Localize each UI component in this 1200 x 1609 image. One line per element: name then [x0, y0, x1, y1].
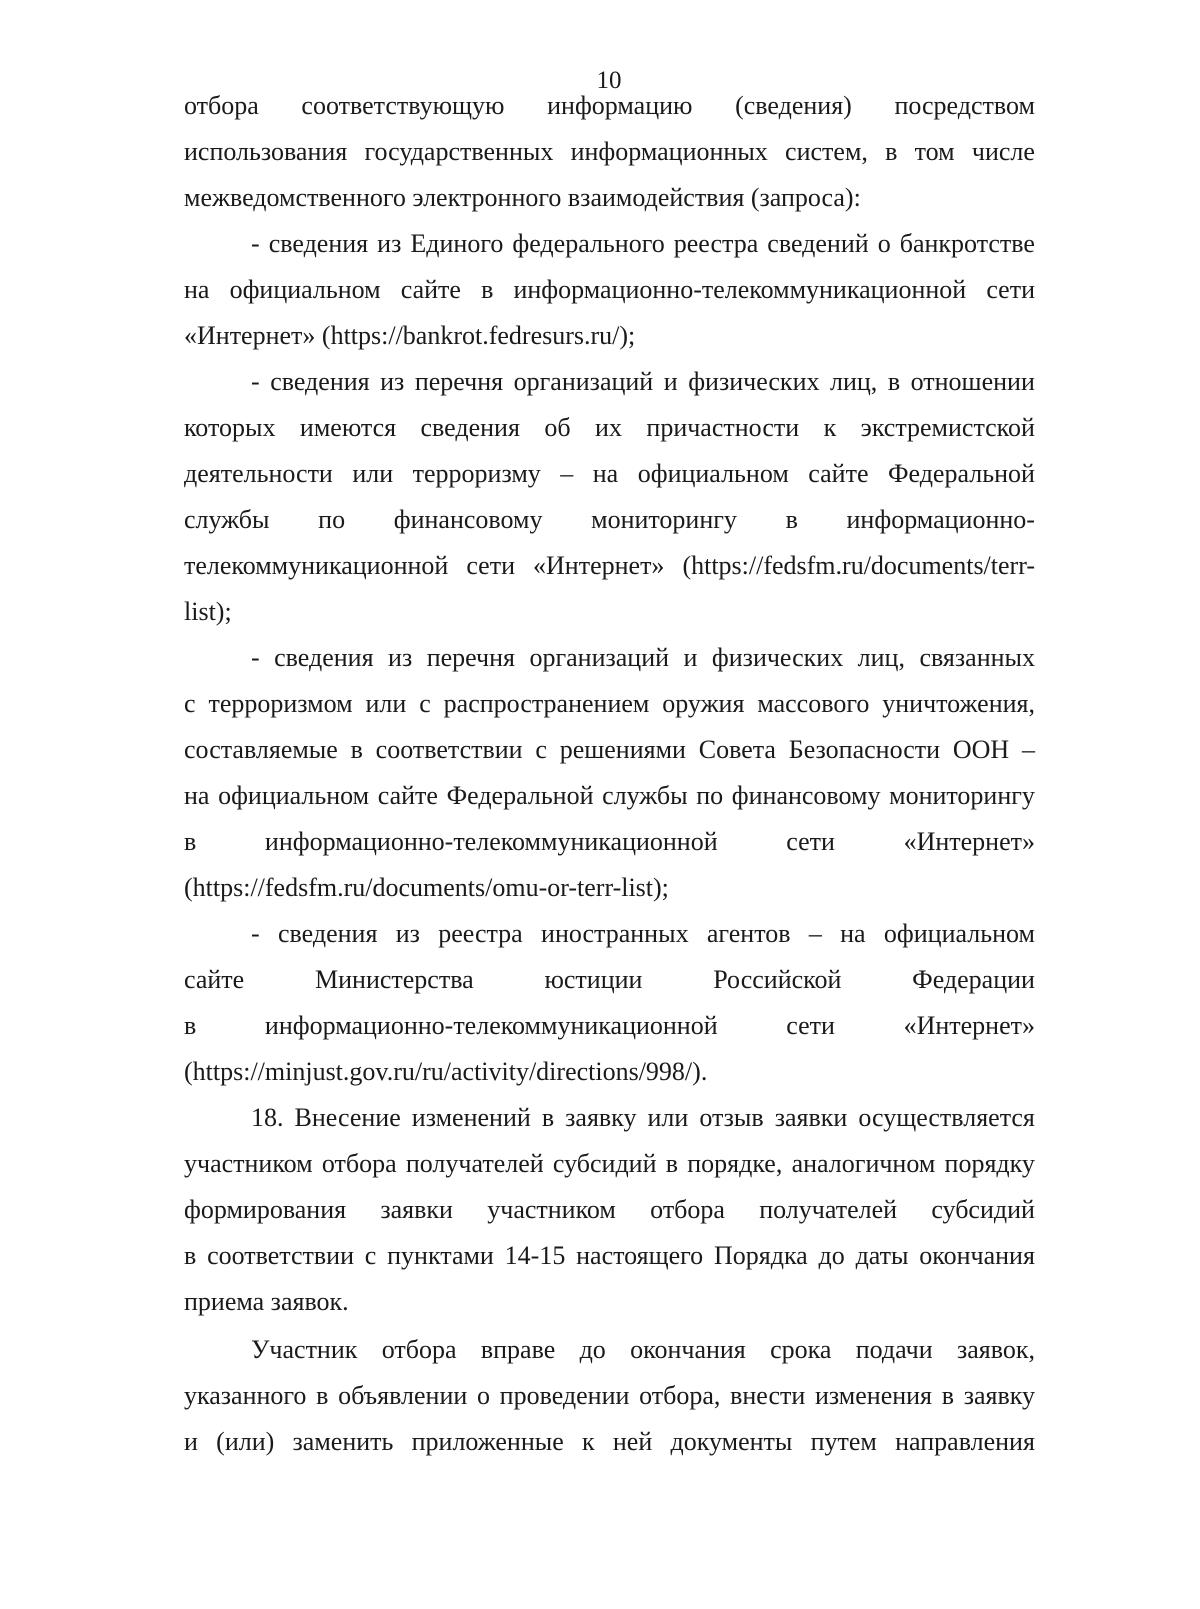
text-word: –: [1021, 735, 1035, 764]
text-line: [251, 914, 1035, 954]
text-word: в: [785, 505, 798, 534]
text-word: –: [808, 919, 822, 948]
text-word: составляемые: [184, 735, 338, 764]
text-word: связанных: [919, 643, 1035, 672]
text-word: сведения: [277, 919, 378, 948]
text-word: информационно-телекоммуникационной: [264, 1011, 718, 1040]
text-word: сети: [786, 1011, 835, 1040]
text-line: [184, 960, 1035, 1000]
text-word: Участник: [251, 1335, 358, 1364]
text-word: о: [877, 229, 891, 258]
text-word: сети: [466, 551, 516, 580]
text-word: –: [560, 459, 574, 488]
text-word: информационно-: [846, 505, 1035, 534]
text-word: организаций: [529, 643, 670, 672]
text-word: вправе: [480, 1335, 556, 1364]
text-word: из: [395, 919, 420, 948]
text-word: в: [885, 137, 898, 166]
text-word: Единого: [410, 229, 504, 258]
text-word: в: [184, 827, 197, 856]
text-line: [184, 1144, 1035, 1184]
text-word: (https://fedsfm.ru/documents/terr-: [682, 551, 1035, 580]
text-word: терроризмом: [208, 689, 353, 718]
text-word: отбора: [650, 1195, 725, 1224]
text-word: на: [592, 459, 619, 488]
text-word: финансовому: [731, 781, 881, 810]
text-word: официальном: [637, 459, 789, 488]
text-word: с: [419, 689, 431, 718]
text-word: сайте: [184, 965, 245, 994]
text-word: Федеральной: [887, 459, 1035, 488]
text-word: использования: [184, 137, 348, 166]
text-line: [184, 1236, 1035, 1276]
text-word: перечня: [414, 367, 504, 396]
text-word: физических: [711, 643, 844, 672]
text-word: сведений: [767, 229, 869, 258]
text-word: по: [318, 505, 346, 534]
text-word: сети: [986, 275, 1035, 304]
text-word: (или): [216, 1427, 275, 1456]
text-word: распространением: [443, 689, 650, 718]
text-word: сведения: [270, 367, 370, 396]
text-line: [251, 362, 1035, 402]
text-word: финансовому: [393, 505, 543, 534]
text-word: подачи: [855, 1335, 933, 1364]
text-line: [184, 592, 1035, 632]
text-word: порядке,: [687, 1149, 783, 1178]
text-line: [184, 408, 1035, 448]
text-line: [251, 224, 1035, 264]
text-word: в: [184, 1011, 197, 1040]
text-word: лиц,: [857, 643, 905, 672]
text-word: на: [840, 919, 866, 948]
text-line: [184, 454, 1035, 494]
text-word: физических: [688, 367, 820, 396]
text-word: участником: [487, 1195, 616, 1224]
text-word: службы: [184, 505, 270, 534]
text-word: об: [544, 413, 571, 442]
text-word: телекоммуникационной: [184, 551, 449, 580]
text-word: «Интернет»: [903, 827, 1035, 856]
text-word: субсидий: [931, 1195, 1035, 1224]
text-word: пунктами: [387, 1241, 494, 1270]
text-line: [184, 178, 1035, 218]
text-word: отбора: [321, 1149, 397, 1178]
text-word: с: [364, 1241, 377, 1270]
text-word: до: [579, 1335, 606, 1364]
text-word: субсидий: [552, 1149, 657, 1178]
text-word: даты: [855, 1241, 909, 1270]
text-word: федерального: [512, 229, 665, 258]
text-word: отбора: [381, 1335, 457, 1364]
text-word: с: [535, 735, 547, 764]
text-line: [184, 86, 1035, 126]
text-line: [184, 1052, 1035, 1092]
text-word: Совета: [698, 735, 776, 764]
text-word: формирования: [184, 1195, 347, 1224]
text-word: сведения: [268, 229, 369, 258]
text-word: Министерства: [315, 965, 474, 994]
text-word: и: [683, 643, 698, 672]
text-word: в: [481, 275, 494, 304]
text-word: Федеральной: [446, 781, 594, 810]
text-word: лиц,: [830, 367, 878, 396]
text-word: и: [663, 367, 678, 396]
text-word: Безопасности: [788, 735, 941, 764]
text-word: на: [184, 781, 210, 810]
text-word: из: [388, 643, 413, 672]
text-word: ней: [612, 1427, 653, 1456]
text-word: Российской: [713, 965, 842, 994]
text-word: службы: [602, 781, 688, 810]
text-line: [184, 1006, 1035, 1046]
text-word: порядку: [944, 1149, 1035, 1178]
text-word: информационно-телекоммуникационной: [264, 827, 718, 856]
text-word: list);: [184, 597, 232, 626]
text-word: реестра: [673, 229, 759, 258]
text-word: изменения: [814, 1381, 933, 1410]
text-word: участником: [184, 1149, 313, 1178]
text-word: информационно-телекоммуникационной: [513, 275, 967, 304]
text-line: [184, 776, 1035, 816]
text-word: 18.: [251, 1103, 284, 1132]
text-word: массового: [757, 689, 870, 718]
text-word: отбора,: [639, 1381, 721, 1410]
text-word: на: [184, 275, 210, 304]
text-line: [184, 1190, 1035, 1230]
text-word: в: [350, 735, 363, 764]
text-word: «Интернет»: [903, 1011, 1035, 1040]
text-word: экстремистской: [860, 413, 1035, 442]
text-word: и: [184, 1427, 198, 1456]
text-word: организаций: [513, 367, 654, 396]
text-word: сайте: [808, 459, 869, 488]
text-word: с: [184, 689, 196, 718]
text-line: [184, 270, 1035, 310]
text-word: соответствии: [375, 735, 523, 764]
text-word: получателей: [759, 1195, 898, 1224]
text-word: которых: [184, 413, 276, 442]
text-word: имеются: [299, 413, 397, 442]
text-word: сайте: [400, 275, 461, 304]
text-word: отбора: [184, 91, 259, 120]
page-number: 10: [596, 67, 622, 94]
text-word: 14-15: [504, 1241, 566, 1270]
text-word: посредством: [894, 91, 1035, 120]
text-word: информацию: [547, 91, 693, 120]
text-word: «Интернет»: [533, 551, 665, 580]
text-word: внести: [730, 1381, 806, 1410]
text-word: к: [582, 1427, 595, 1456]
text-word: -: [251, 919, 260, 948]
text-word: приложенные: [411, 1427, 564, 1456]
text-word: аналогичном: [791, 1149, 936, 1178]
text-line: [184, 500, 1035, 540]
text-word: перечня: [426, 643, 515, 672]
text-word: государственных: [364, 137, 554, 166]
text-word: числе: [971, 137, 1035, 166]
text-word: информационных: [570, 137, 768, 166]
text-word: к: [823, 413, 837, 442]
text-word: терроризму: [412, 459, 541, 488]
text-word: или: [365, 689, 407, 718]
text-word: в: [541, 1103, 555, 1132]
text-word: Федерации: [912, 965, 1035, 994]
text-word: в: [316, 1381, 329, 1410]
text-word: агентов: [706, 919, 791, 948]
text-word: путем: [810, 1427, 877, 1456]
text-word: официальном: [883, 919, 1035, 948]
text-word: о: [476, 1381, 490, 1410]
text-word: -: [251, 643, 260, 672]
text-word: срока: [770, 1335, 832, 1364]
text-word: приема заявок.: [184, 1287, 349, 1316]
text-word: Порядка: [713, 1241, 808, 1270]
text-word: реестра: [438, 919, 523, 948]
text-word: в: [665, 1149, 678, 1178]
text-line: [184, 730, 1035, 770]
text-word: окончания: [919, 1241, 1035, 1270]
text-word: по: [696, 781, 724, 810]
text-word: направления: [895, 1427, 1035, 1456]
text-word: иностранных: [541, 919, 689, 948]
text-word: ООН: [952, 735, 1010, 764]
text-word: (https://minjust.gov.ru/ru/activity/directions/998/).: [184, 1057, 708, 1086]
text-word: заявку: [565, 1103, 637, 1132]
text-word: или: [647, 1103, 689, 1132]
text-word: отзыв: [699, 1103, 764, 1132]
text-word: в: [887, 367, 901, 396]
text-word: деятельности: [184, 459, 333, 488]
text-line: [184, 1376, 1035, 1416]
text-word: заявки: [774, 1103, 848, 1132]
text-word: официальном: [218, 781, 370, 810]
text-word: окончания: [630, 1335, 746, 1364]
text-word: сведения: [420, 413, 520, 442]
text-word: проведении: [499, 1381, 630, 1410]
text-word: настоящего: [576, 1241, 704, 1270]
text-word: причастности: [646, 413, 800, 442]
text-line: [184, 132, 1035, 172]
text-word: документы: [670, 1427, 793, 1456]
text-word: «Интернет» (https://bankrot.fedresurs.ru/);: [184, 321, 636, 350]
text-word: сведения: [274, 643, 374, 672]
text-word: заявку: [963, 1381, 1035, 1410]
text-word: Внесение: [294, 1103, 401, 1132]
text-word: заменить: [292, 1427, 394, 1456]
text-word: соответствии: [207, 1241, 354, 1270]
text-line: [184, 316, 1035, 356]
text-word: осуществляется: [858, 1103, 1035, 1132]
text-word: (сведения): [735, 91, 852, 120]
text-word: мониторингу: [889, 781, 1035, 810]
text-word: объявлении: [338, 1381, 468, 1410]
text-line: [184, 1422, 1035, 1462]
text-word: из: [380, 367, 405, 396]
text-line: [251, 1098, 1035, 1138]
text-line: [251, 638, 1035, 678]
text-word: банкротстве: [899, 229, 1035, 258]
text-word: или: [352, 459, 394, 488]
text-word: в: [941, 1381, 954, 1410]
text-word: юстиции: [544, 965, 643, 994]
text-word: том: [914, 137, 955, 166]
text-word: уничтожения,: [882, 689, 1035, 718]
text-line: [184, 1282, 1035, 1322]
text-word: их: [595, 413, 622, 442]
text-word: до: [818, 1241, 845, 1270]
text-line: [184, 868, 1035, 908]
text-line: [184, 684, 1035, 724]
text-word: оружия: [662, 689, 745, 718]
text-word: получателей: [405, 1149, 544, 1178]
text-word: из: [377, 229, 402, 258]
text-word: в: [184, 1241, 197, 1270]
text-line: [184, 546, 1035, 586]
text-word: заявок,: [956, 1335, 1035, 1364]
text-word: систем,: [785, 137, 868, 166]
text-word: (https://fedsfm.ru/documents/omu-or-terr-list);: [184, 873, 669, 902]
text-line: [251, 1330, 1035, 1370]
text-word: изменений: [411, 1103, 531, 1132]
text-word: сайте: [377, 781, 438, 810]
text-word: сети: [786, 827, 835, 856]
text-word: решениями: [559, 735, 686, 764]
text-word: соответствующую: [301, 91, 505, 120]
text-word: заявки: [380, 1195, 453, 1224]
text-word: официальном: [229, 275, 381, 304]
text-word: указанного: [184, 1381, 307, 1410]
text-word: мониторингу: [591, 505, 737, 534]
text-word: -: [251, 229, 260, 258]
text-line: [184, 822, 1035, 862]
text-word: -: [251, 367, 260, 396]
text-word: межведомственного электронного взаимодействия (запроса):: [184, 183, 861, 212]
text-word: отношении: [910, 367, 1035, 396]
